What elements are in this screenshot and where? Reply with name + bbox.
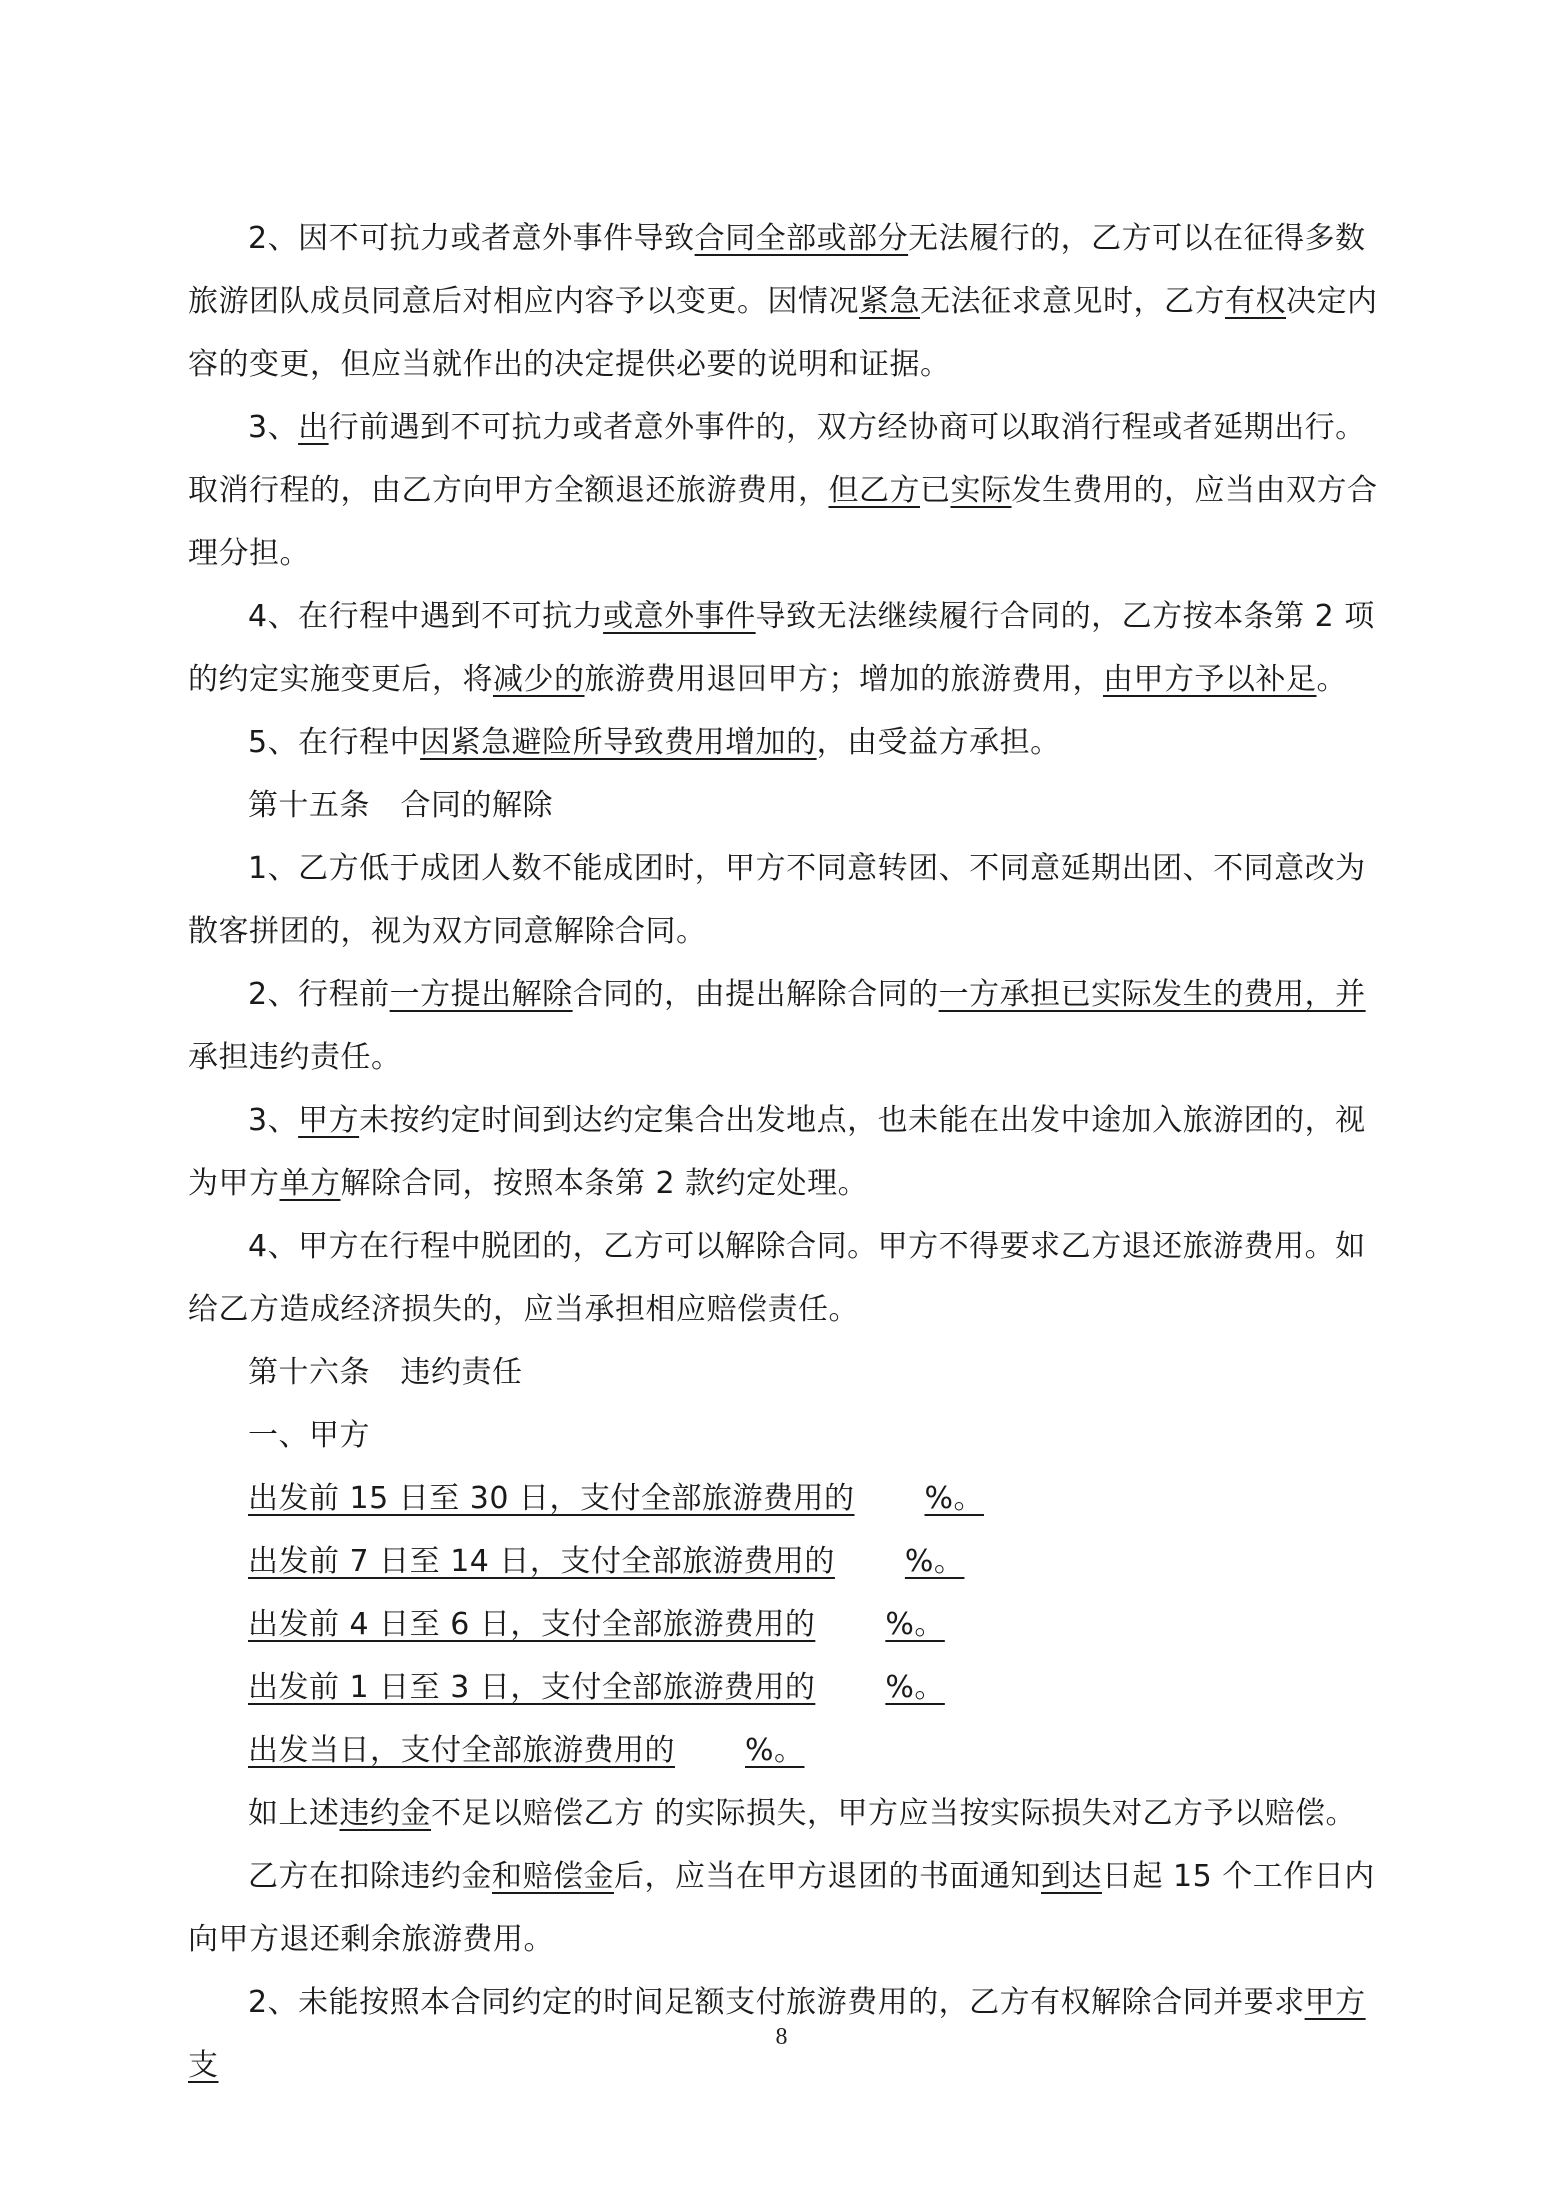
text-segment: 决定内容的变更，但应当就作出的决定提供必要的说明和证据。 [188,284,1378,382]
text-segment: 3、 [248,1103,299,1138]
underlined-text: 一方提出解除 [389,977,573,1012]
paragraph [188,774,1388,837]
underlined-text: 有权 [1225,284,1286,319]
underlined-text: 由甲方予以补足 [1103,662,1317,697]
paragraph [188,1719,1388,1782]
text-segment: 3、 [248,410,299,445]
text-segment: 1、乙方低于成团人数不能成团时，甲方不同意转团、不同意延期出团、不同意改为散客拼团的，视为双方同意解除合同。 [188,851,1366,949]
text-segment: 日起 15 个工作日内向甲方退还剩余旅游费用。 [188,1859,1375,1957]
paragraph [188,963,1388,1089]
underlined-text: 出发前 1 日至 3 日，支付全部旅游费用的 [248,1670,816,1705]
text-segment: 如上述 [248,1796,340,1831]
paragraph [188,1341,1388,1404]
text-segment: 4、甲方在行程中脱团的，乙方可以解除合同。甲方不得要求乙方退还旅游费用。如给乙方造成经济损失的，应当承担相应赔偿责任。 [188,1229,1366,1327]
underlined-text: %。 [885,1607,945,1642]
paragraph [188,1656,1388,1719]
text-segment: 2、因不可抗力或者意外事件导致 [248,221,695,256]
text-segment: 合同的，由提出解除合同的 [572,977,939,1012]
text-segment: 不足以赔偿乙方 的实际损失，甲方应当按实际损失对乙方予以赔偿。 [431,1796,1357,1831]
paragraph [188,1089,1388,1215]
text-segment: 承担违约责任。 [188,1040,402,1075]
paragraph [188,1845,1388,1971]
text-segment: 2、未能按照本合同约定的时间足额支付旅游费用的，乙方有权解除合同并要求 [248,1985,1305,2020]
paragraph [188,837,1388,963]
paragraph [188,1530,1388,1593]
paragraph [188,207,1388,396]
text-segment: 已 [920,473,951,508]
underlined-text: %。 [924,1481,985,1516]
underlined-text: 甲方支 [188,1985,1366,2083]
paragraph [188,1215,1388,1341]
underlined-text: %。 [904,1544,965,1579]
underlined-text: 甲方 [298,1103,360,1138]
text-segment: 2、行程前 [248,977,390,1012]
underlined-text: 出 [298,410,329,445]
text-segment: 旅游费用退回甲方；增加的旅游费用， [584,662,1103,697]
underlined-text: 出发前 15 日至 30 日，支付全部旅游费用的 [248,1481,855,1516]
underlined-text: 和赔偿金 [492,1859,614,1894]
underlined-text: %。 [745,1733,805,1768]
text-segment: ，由受益方承担。 [816,725,1061,760]
paragraph [188,585,1388,711]
text-segment: 未按约定时间到达约定集合出发地点，也未能在出发中途加入旅游团的，视为甲方 [188,1103,1366,1201]
paragraph [188,711,1388,774]
underlined-text: 紧急 [859,284,920,319]
text-segment: 发生费用的，应当由双方合理分担。 [188,473,1378,571]
text-segment: 第十五条 合同的解除 [248,788,553,823]
document-body [188,207,1388,2097]
underlined-text: %。 [885,1670,945,1705]
text-segment: 后，应当在甲方退团的书面通知 [614,1859,1041,1894]
text-segment: 第十六条 违约责任 [248,1355,523,1390]
underlined-text: 实际 [950,473,1012,508]
underlined-text: 出发当日，支付全部旅游费用的 [248,1733,675,1768]
underlined-text: 一方承担已实际发生的费用，并 [938,977,1366,1012]
text-segment: 4、在行程中遇到不可抗力 [248,599,604,634]
underlined-text: 或意外事件 [603,599,756,634]
text-segment: 无法履行的，乙方可以在征得多数旅游团队成员同意后对相应内容予以变更。因情况 [188,221,1366,319]
text-segment: 导致无法继续履行合同的，乙方按本条第 2 项的约定实施变更后，将 [188,599,1375,697]
text-segment: 解除合同，按照本条第 2 款约定处理。 [340,1166,869,1201]
underlined-text: 违约金 [339,1796,431,1831]
underlined-text: 到达 [1041,1859,1102,1894]
paragraph [188,1467,1388,1530]
text-segment: 无法征求意见时，乙方 [920,284,1225,319]
underlined-text: 出发前 4 日至 6 日，支付全部旅游费用的 [248,1607,816,1642]
underlined-text: 因紧急避险所导致费用增加的 [420,725,817,760]
text-segment: 。 [1316,662,1347,697]
text-segment: 5、在行程中 [248,725,421,760]
underlined-text: 但乙方 [828,473,920,508]
text-segment: 一、甲方 [248,1418,370,1453]
paragraph [188,1593,1388,1656]
underlined-text: 合同全部或部分 [694,221,909,256]
text-segment: 行前遇到不可抗力或者意外事件的，双方经协商可以取消行程或者延期出行。取消行程的，由乙方向甲方全额退还旅游费用， [188,410,1366,508]
paragraph [188,1782,1388,1845]
paragraph [188,396,1388,585]
paragraph [188,1404,1388,1467]
underlined-text: 减少的 [493,662,585,697]
text-segment: 乙方在扣除违约金 [248,1859,492,1894]
underlined-text: 单方 [279,1166,341,1201]
underlined-text: 出发前 7 日至 14 日，支付全部旅游费用的 [248,1544,835,1579]
page-number: 8 [775,2024,788,2050]
